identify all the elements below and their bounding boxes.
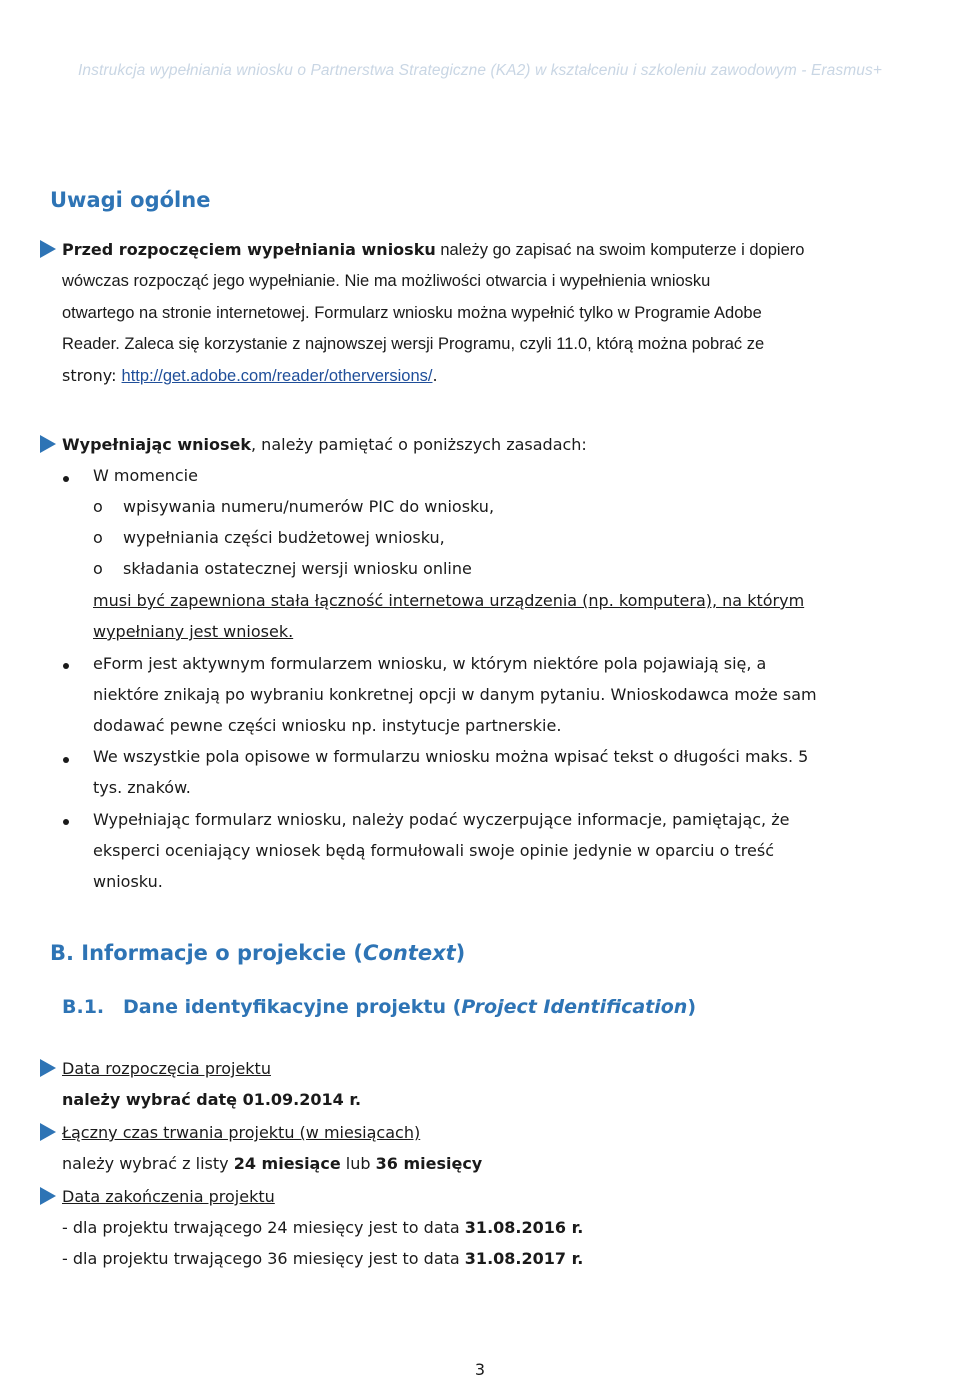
arrow-bullet-icon <box>40 1059 56 1077</box>
adobe-reader-link[interactable]: http://get.adobe.com/reader/otherversions/ <box>121 367 433 386</box>
arrow-bullet-icon <box>40 1123 56 1141</box>
page-number: 3 <box>474 1360 486 1379</box>
sub-list-item: wpisywania numeru/numerów PIC do wniosku, <box>123 497 495 516</box>
sub-list-item: składania ostatecznej wersji wniosku online <box>123 559 472 578</box>
bullet-dot-icon <box>63 663 69 669</box>
field-value-end-date-36: - dla projektu trwającego 36 miesięcy jest to data 31.08.2017 r. <box>62 1249 584 1268</box>
arrow-bullet-icon <box>40 1187 56 1205</box>
field-label-end-date: Data zakończenia projektu <box>62 1187 275 1206</box>
list-item: Wypełniając formularz wniosku, należy podać wyczerpujące informacje, pamiętając, że <box>93 810 790 829</box>
circle-marker-icon: o <box>93 528 103 547</box>
section-title-b: B. Informacje o projekcie (Context) <box>50 941 466 965</box>
section-title-uwagi: Uwagi ogólne <box>50 188 211 212</box>
paragraph-save-info: Przed rozpoczęciem wypełniania wniosku należy go zapisać na swoim komputerze i dopiero wówczas rozpocząć jego wypełnianie. Nie ma możliwości otwarcia i wypełnienia wniosku otwartego na stronie internetowej. Formularz wniosku można wypełnić tylko w Programie Adobe Reader. Zaleca się korzystanie z najnowszej wersji Programu, czyli 11.0, którą można pobrać ze strony: http://get.adobe.com/reader/otherversions/. <box>62 240 805 386</box>
arrow-bullet-icon <box>40 435 56 453</box>
field-value-start-date: należy wybrać datę 01.09.2014 r. <box>62 1090 362 1109</box>
sub-list-item: wypełniania części budżetowej wniosku, <box>123 528 445 547</box>
arrow-bullet-icon <box>40 240 56 258</box>
bold-lead: Przed rozpoczęciem wypełniania wniosku <box>62 240 436 259</box>
subsection-title-b1: B.1. Dane identyfikacyjne projektu (Project Identification) <box>62 996 697 1018</box>
bullet-dot-icon <box>63 476 69 482</box>
paragraph-rules-intro: Wypełniając wniosek, należy pamiętać o poniższych zasadach: <box>62 435 587 454</box>
circle-marker-icon: o <box>93 497 103 516</box>
field-value-end-date-24: - dla projektu trwającego 24 miesięcy jest to data 31.08.2016 r. <box>62 1218 584 1237</box>
list-item: W momencie <box>93 466 198 485</box>
field-label-start-date: Data rozpoczęcia projektu <box>62 1059 271 1078</box>
underlined-note: wypełniany jest wniosek. <box>93 622 294 641</box>
field-label-duration: Łączny czas trwania projektu (w miesiącach) <box>62 1123 421 1142</box>
list-item: We wszystkie pola opisowe w formularzu wniosku można wpisać tekst o długości maks. 5 <box>93 747 809 766</box>
field-value-duration: należy wybrać z listy 24 miesiące lub 36 miesięcy <box>62 1154 483 1173</box>
page-header: Instrukcja wypełniania wniosku o Partnerstwa Strategiczne (KA2) w kształceniu i szkoleniu zawodowym - Erasmus+ <box>78 62 882 79</box>
circle-marker-icon: o <box>93 559 103 578</box>
bullet-dot-icon <box>63 819 69 825</box>
underlined-note: musi być zapewniona stała łączność internetowa urządzenia (np. komputera), na którym <box>93 591 805 610</box>
list-item: eForm jest aktywnym formularzem wniosku, w którym niektóre pola pojawiają się, a <box>93 654 767 673</box>
bullet-dot-icon <box>63 757 69 763</box>
